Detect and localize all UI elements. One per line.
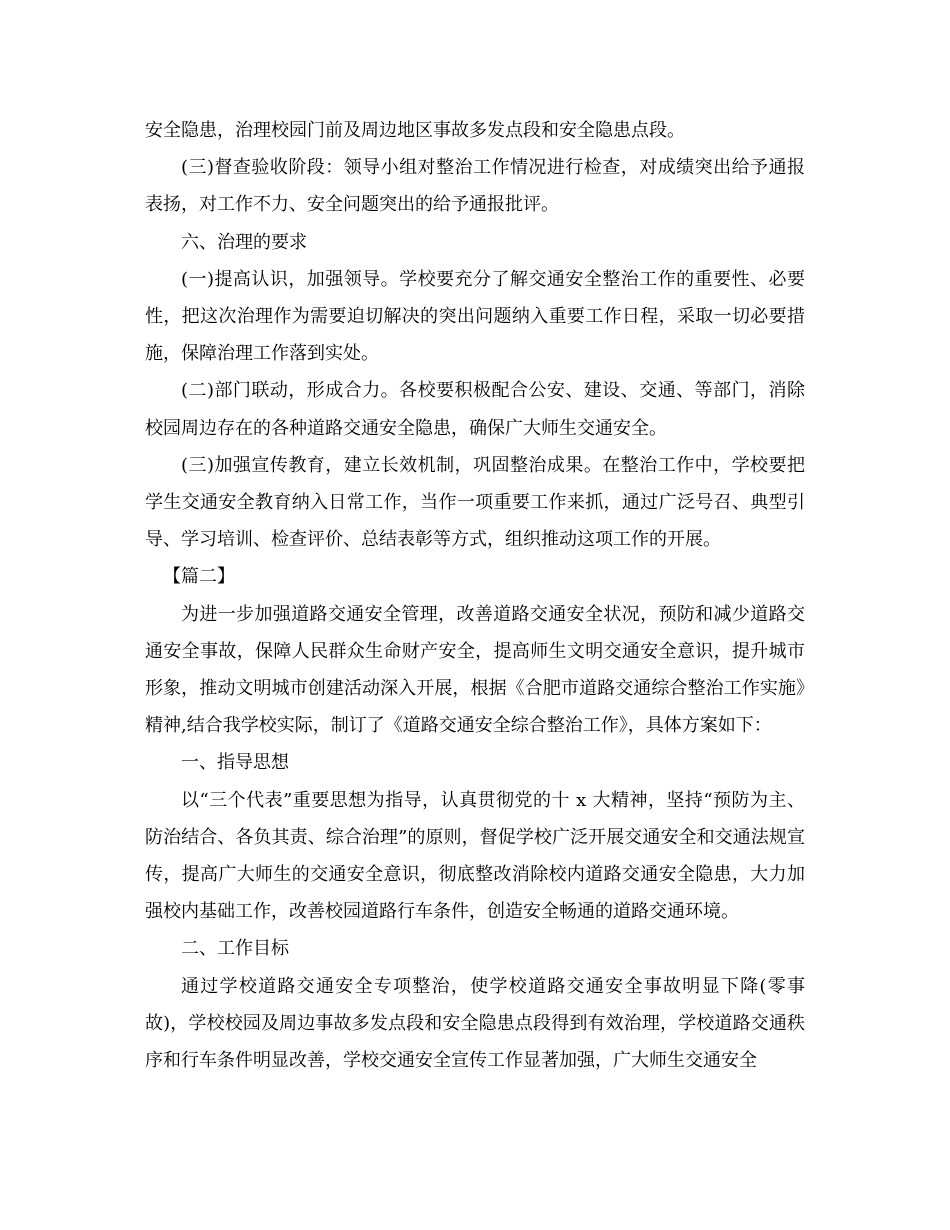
paragraph-work-goals: 通过学校道路交通安全专项整治，使学校道路交通安全事故明显下降(零事故)，学校校园及周边事故多发点段和安全隐患点段得到有效治理，学校道路交通秩序和行车条件明显改善，学校交通安全宣传工作显著加强，广大师生交通安全	[145, 975, 805, 1072]
paragraph-guiding-ideology: 以“三个代表”重要思想为指导，认真贯彻党的十 x 大精神，坚持“预防为主、防治结合、各负其责、综合治理”的原则，督促学校广泛开展交通安全和交通法规宣传，提高广大师生的交通安全意识，彻底整改消除校内道路交通安全隐患，大力加强校内基础工作，改善校园道路行车条件，创造安全畅通的道路交通环境。	[145, 789, 805, 923]
paragraph-introduction: 为进一步加强道路交通安全管理，改善道路交通安全状况，预防和减少道路交通安全事故，保障人民群众生命财产安全，提高师生文明交通安全意识，提升城市形象，推动文明城市创建活动深入开展，根据《合肥市道路交通综合整治工作实施》精神,结合我学校实际，制订了《道路交通安全综合整治工作》，具体方案如下：	[145, 603, 805, 737]
paragraph-requirement-2: (二)部门联动，形成合力。各校要积极配合公安、建设、交通、等部门，消除校园周边存在的各种道路交通安全隐患，确保广大师生交通安全。	[145, 380, 805, 439]
paragraph-continuation: 安全隐患，治理校园门前及周边地区事故多发点段和安全隐患点段。	[145, 120, 685, 141]
section-heading-guiding-ideology: 一、指导思想	[181, 752, 289, 774]
section-heading-requirements: 六、治理的要求	[181, 231, 307, 253]
part-two-title: 【篇二】	[163, 566, 235, 588]
paragraph-requirement-1: (一)提高认识，加强领导。学校要充分了解交通安全整治工作的重要性、必要性，把这次治理作为需要迫切解决的突出问题纳入重要工作日程，采取一切必要措施，保障治理工作落到实处。	[145, 268, 805, 365]
document-body	[145, 112, 805, 1079]
paragraph-requirement-3: (三)加强宣传教育，建立长效机制，巩固整治成果。在整治工作中，学校要把学生交通安全教育纳入日常工作，当作一项重要工作来抓，通过广泛号召、典型引导、学习培训、检查评价、总结表彰等方式，组织推动这项工作的开展。	[145, 454, 805, 551]
section-heading-work-goals: 二、工作目标	[181, 938, 289, 960]
paragraph-supervision-stage: (三)督查验收阶段：领导小组对整治工作情况进行检查，对成绩突出给予通报表扬，对工作不力、安全问题突出的给予通报批评。	[145, 157, 805, 216]
